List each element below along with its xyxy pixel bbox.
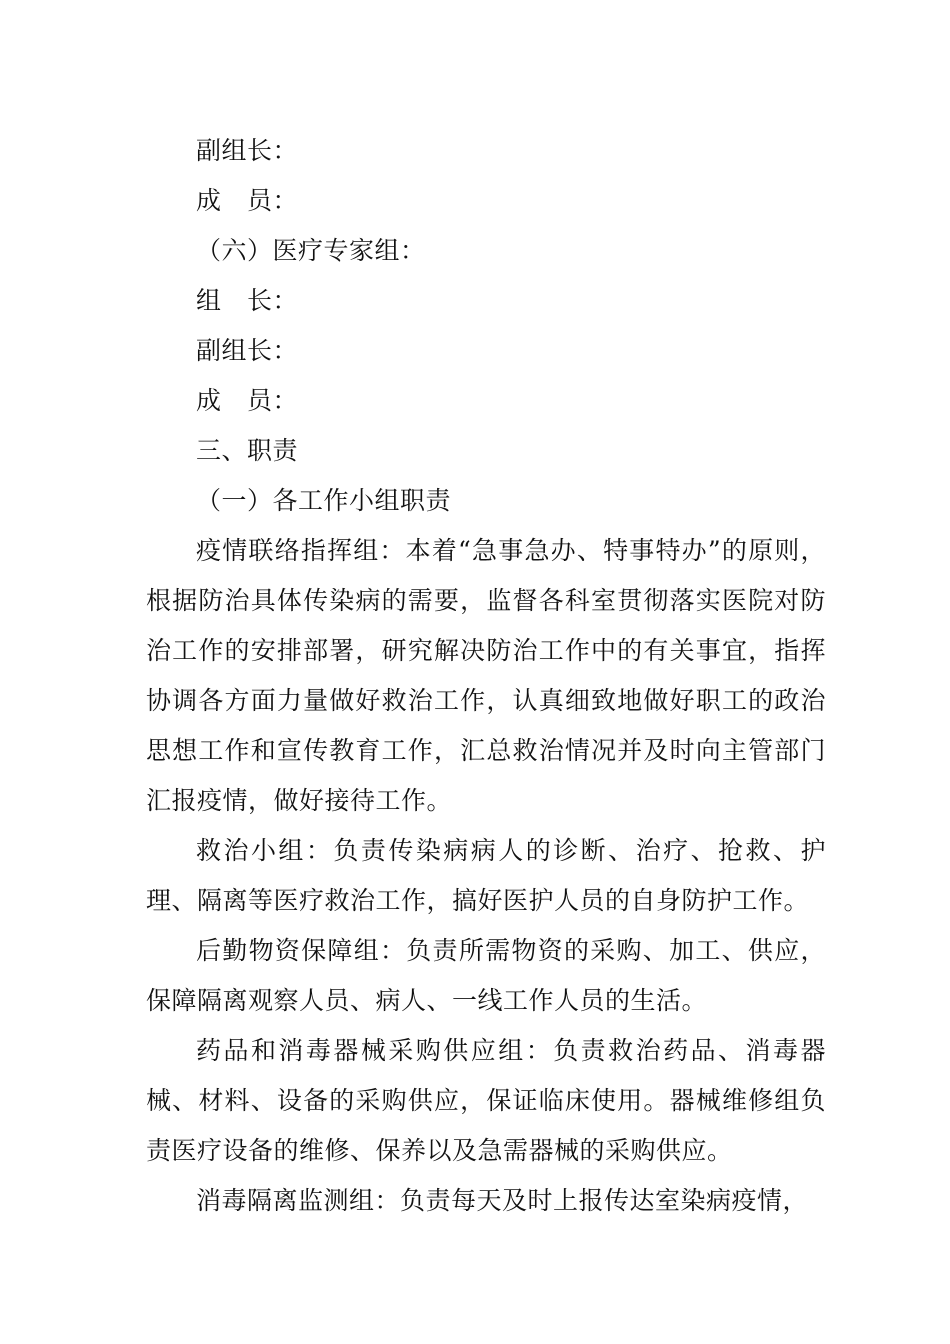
line-members-1: 成 员：	[196, 186, 299, 215]
line-leader: 组 长：	[196, 286, 299, 315]
subheading-group-responsibilities: （一）各工作小组职责	[196, 486, 452, 515]
paragraph-procurement-group: 药品和消毒器械采购供应组：负责救治药品、消毒器械、材料、设备的采购供应，保证临床使用。器械维修组负责医疗设备的维修、保养以及急需器械的采购供应。	[146, 1036, 826, 1165]
line-deputy-leader-2: 副组长：	[196, 336, 299, 365]
paragraph-disinfection-group: 消毒隔离监测组：负责每天及时上报传达室染病疫情，	[196, 1186, 809, 1215]
paragraph-command-group: 疫情联络指挥组：本着“急事急办、特事特办”的原则，根据防治具体传染病的需要，监督各科室贯彻落实医院对防治工作的安排部署，研究解决防治工作中的有关事宜，指挥协调各方面力量做好救治工作，认真细致地做好职工的政治思想工作和宣传教育工作，汇总救治情况并及时向主管部门汇报疫情，做好接待工作。	[146, 536, 826, 815]
line-deputy-leader-1: 副组长：	[196, 136, 299, 165]
heading-responsibilities: 三、职责	[196, 436, 299, 465]
document-body	[146, 126, 826, 1226]
line-members-2: 成 员：	[196, 386, 299, 415]
paragraph-logistics-group: 后勤物资保障组：负责所需物资的采购、加工、供应，保障隔离观察人员、病人、一线工作人员的生活。	[146, 936, 826, 1015]
paragraph-treatment-group: 救治小组：负责传染病病人的诊断、治疗、抢救、护理、隔离等医疗救治工作，搞好医护人员的自身防护工作。	[146, 836, 826, 915]
section-medical-expert-group: （六）医疗专家组：	[196, 236, 426, 265]
